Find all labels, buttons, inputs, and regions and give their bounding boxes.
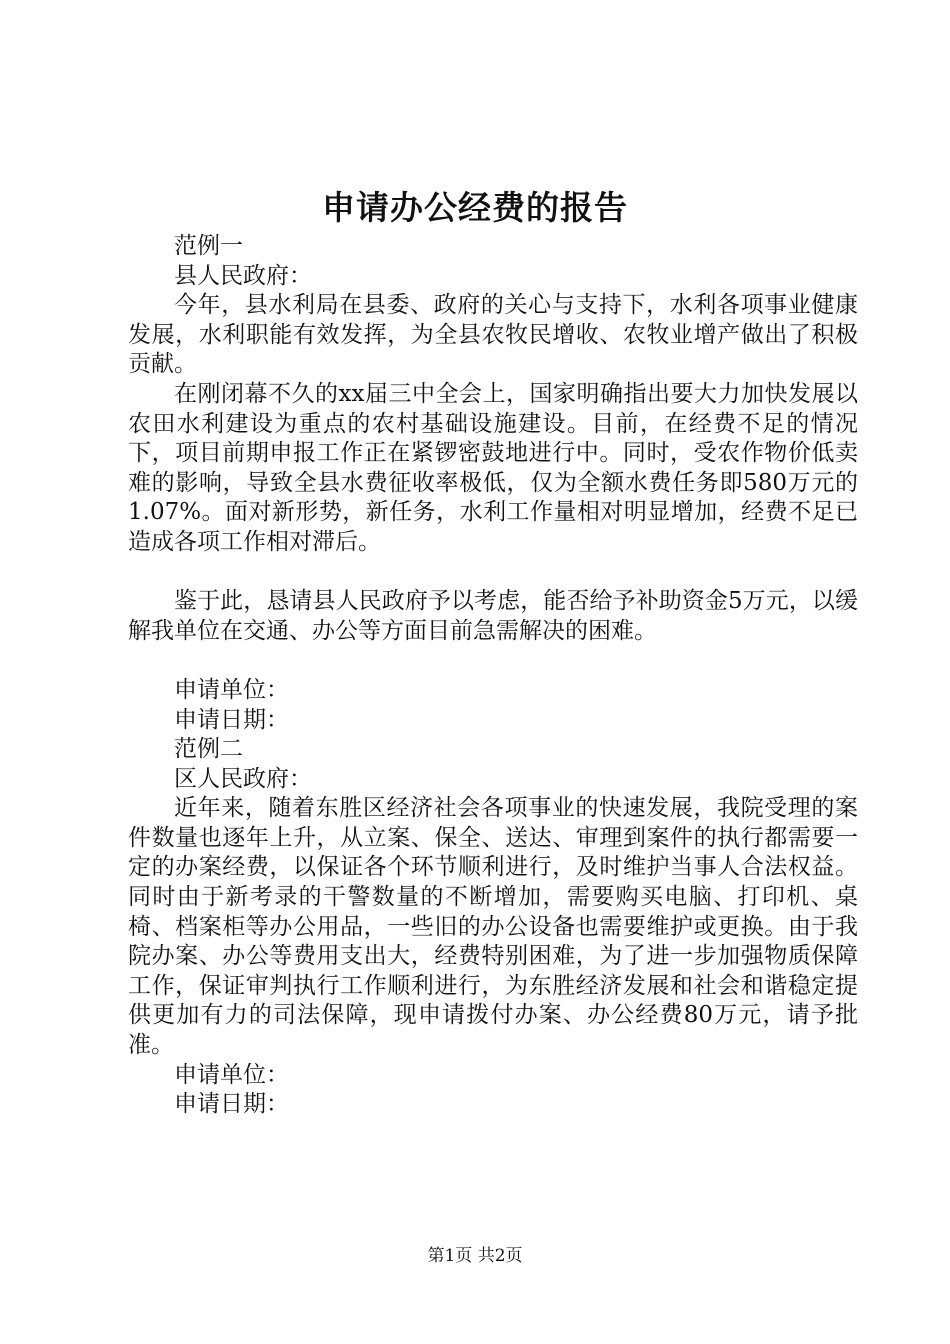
example1-applicant-unit: 申请单位： (174, 676, 289, 703)
example2-applicant-unit: 申请单位： (174, 1061, 289, 1088)
example1-paragraph-3: 鉴于此，恳请县人民政府予以考虑，能否给予补助资金5万元，以缓解我单位在交通、办公等方面目前急需解决的困难。 (128, 588, 858, 644)
example2-heading: 范例二 (174, 736, 243, 763)
page-footer: 第1页 共2页 (427, 1246, 523, 1266)
paragraph-gap (128, 646, 858, 676)
example1-paragraph-1: 今年，县水利局在县委、政府的关心与支持下，水利各项事业健康发展，水利职能有效发挥，为全县农牧民增收、农牧业增产做出了积极贡献。 (128, 292, 858, 378)
document-title: 申请办公经费的报告 (322, 188, 628, 227)
example2-paragraph-1: 近年来，随着东胜区经济社会各项事业的快速发展，我院受理的案件数量也逐年上升，从立案、保全、送达、审理到案件的执行都需要一定的办案经费，以保证各个环节顺利进行，及时维护当事人合法权益。同时由于新考录的干警数量的不断增加，需要购买电脑、打印机、桌椅、档案柜等办公用品，一些旧的办公设备也需要维护或更换。由于我院办案、办公等费用支出大，经费特别困难，为了进一步加强物质保障工作，保证审判执行工作顺利进行，为东胜经济发展和社会和谐稳定提供更加有力的司法保障，现申请拨付办案、办公经费80万元，请予批准。 (128, 795, 858, 1059)
example1-heading: 范例一 (174, 233, 243, 259)
example2-applicant-date: 申请日期： (174, 1091, 289, 1118)
document-body (128, 232, 858, 1120)
example1-applicant-date: 申请日期： (174, 706, 289, 733)
example1-recipient: 县人民政府： (174, 262, 312, 289)
example1-paragraph-2: 在刚闭幕不久的xx届三中全会上，国家明确指出要大力加快发展以农田水利建设为重点的农村基础设施建设。目前，在经费不足的情况下，项目前期申报工作正在紧锣密鼓地进行中。同时，受农作物价低卖难的影响，导致全县水费征收率极低，仅为全额水费任务即580万元的1.07%。面对新形势，新任务，水利工作量相对明显增加，经费不足已造成各项工作相对滞后。 (128, 380, 858, 555)
example2-recipient: 区人民政府： (174, 765, 312, 792)
paragraph-gap (128, 558, 858, 588)
